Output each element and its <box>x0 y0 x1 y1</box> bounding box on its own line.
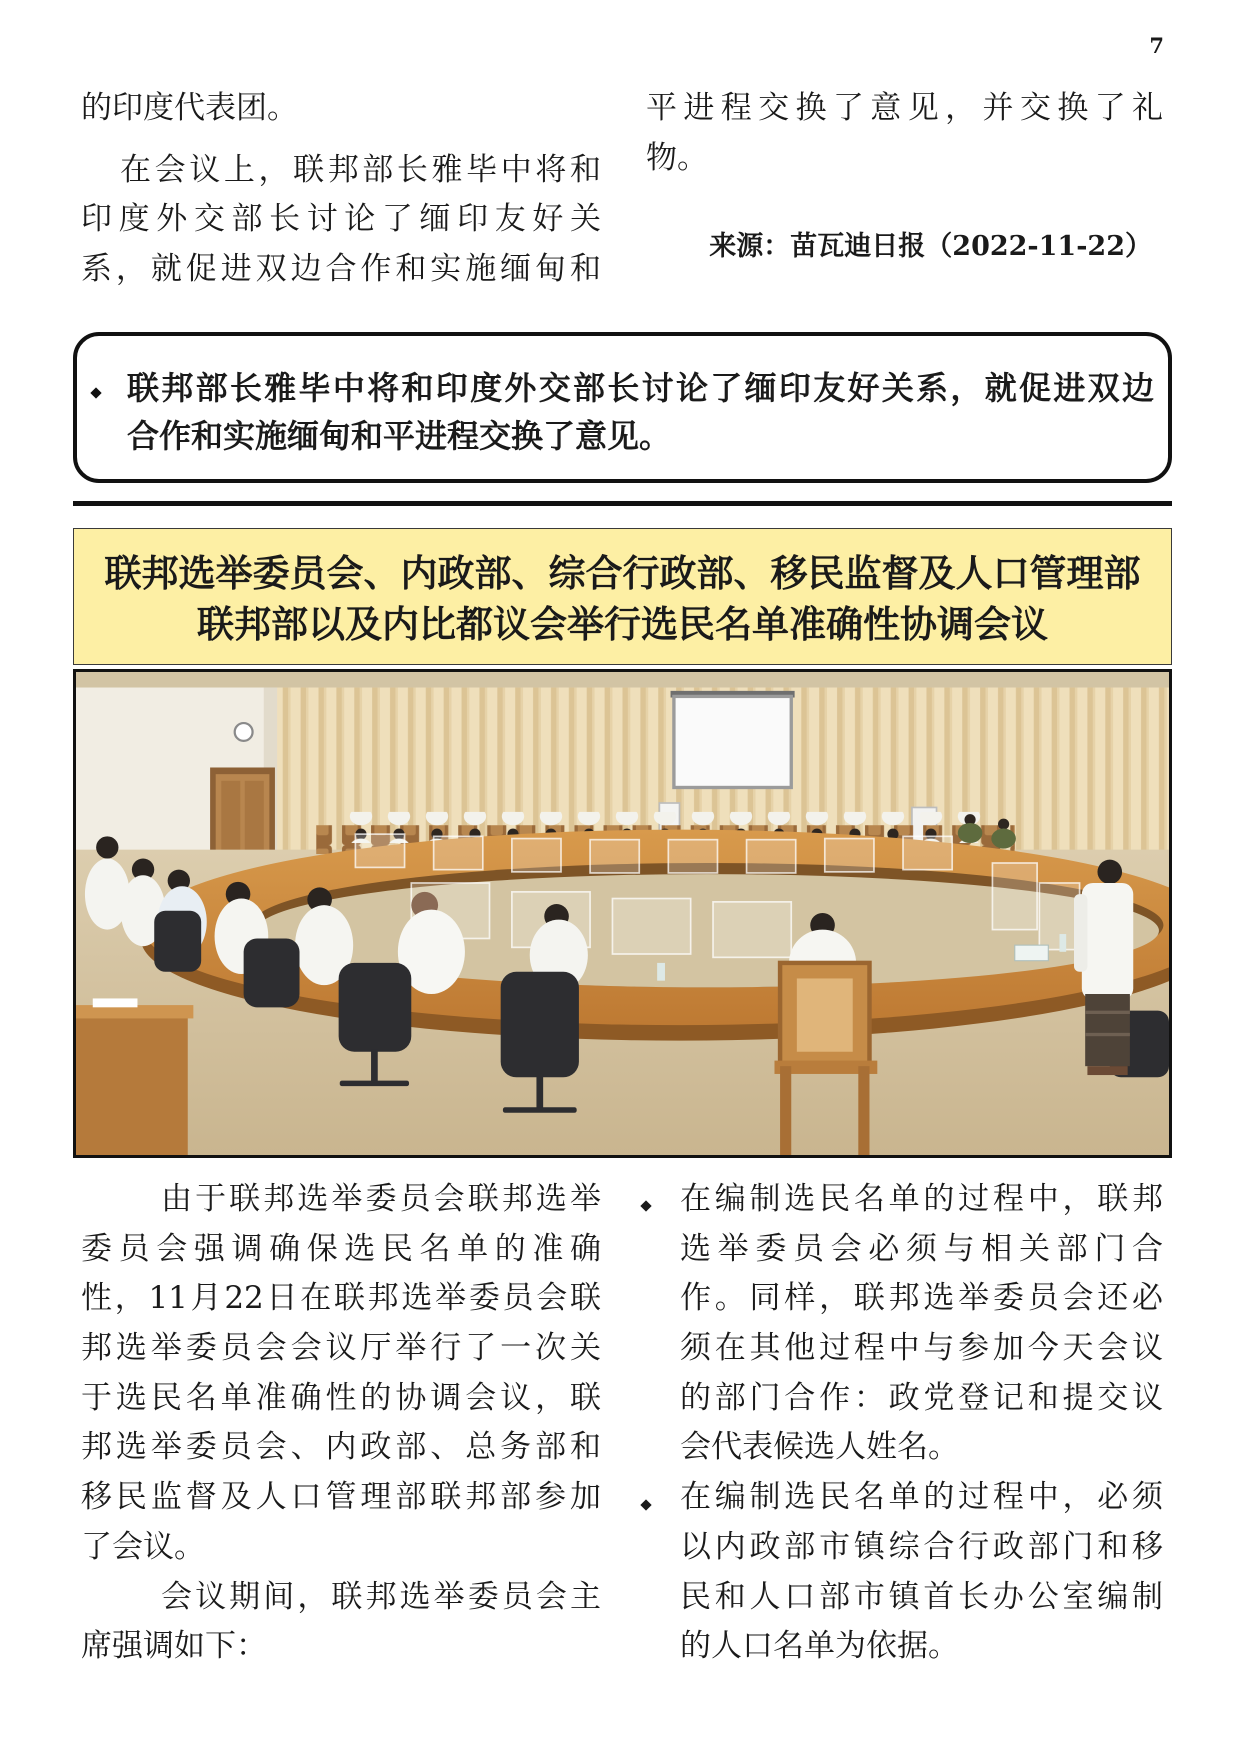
text-line: 会议期间，联邦选举委员会主 <box>161 1578 601 1615</box>
text-line: 须在其他过程中与参加今天会议 <box>680 1330 1163 1367</box>
text-line: 邦选举委员会、内政部、总务部和 <box>81 1429 601 1466</box>
article-left-column <box>81 1175 601 1672</box>
text-line: 由于联邦选举委员会联邦选举 <box>161 1181 601 1217</box>
article-title-box <box>73 528 1172 665</box>
paragraph <box>81 1175 601 1573</box>
text-line: 席强调如下： <box>81 1628 267 1665</box>
text-line: 以内政部市镇综合行政部门和移 <box>680 1528 1163 1565</box>
text-line: 印度外交部长讨论了缅印友好关 <box>81 201 601 238</box>
meeting-room-illustration <box>76 672 1169 1155</box>
paragraph <box>81 146 601 295</box>
text-line: 的印度代表团。 <box>81 90 298 126</box>
meeting-photo <box>73 669 1172 1158</box>
highlight-line: 合作和实施缅甸和平进程交换了意见。 <box>127 417 672 455</box>
bullet-item <box>680 1473 1163 1672</box>
text-line: 于选民名单准确性的协调会议，联 <box>81 1379 601 1416</box>
text-line: 的人口名单为依据。 <box>680 1628 959 1665</box>
text-line: 的部门合作：政党登记和提交议 <box>680 1379 1163 1416</box>
top-left-column <box>81 84 601 295</box>
page-number: 7 <box>1149 33 1164 58</box>
text-line: 系，就促进双边合作和实施缅甸和 <box>81 251 601 288</box>
diamond-bullet-icon <box>640 1200 651 1211</box>
text-line: 平进程交换了意见，并交换了礼 <box>646 90 1163 126</box>
diamond-bullet-icon <box>640 1499 651 1510</box>
source-citation: 来源：苗瓦迪日报（2022-11-22） <box>709 231 1152 262</box>
wall-clock-icon <box>235 723 253 741</box>
text-line: 在会议上，联邦部长雅毕中将和 <box>120 151 601 188</box>
corner-desk <box>76 998 193 1155</box>
text-line: 物。 <box>646 139 708 176</box>
text-line: 性，11月22日在联邦选举委员会联 <box>81 1280 601 1317</box>
projector-screen <box>671 691 795 788</box>
diamond-bullet-icon <box>90 387 101 398</box>
highlight-box <box>73 332 1172 483</box>
text-line: 移民监督及人口管理部联邦部参加 <box>81 1479 601 1516</box>
text-line: 会代表候选人姓名。 <box>680 1429 959 1466</box>
text-line: 邦选举委员会会议厅举行了一次关 <box>81 1330 601 1367</box>
top-right-column <box>646 84 1163 183</box>
text-line: 委员会强调确保选民名单的准确 <box>81 1230 601 1267</box>
text-line: 了会议。 <box>81 1528 205 1565</box>
text-line: 民和人口部市镇首长办公室编制 <box>680 1578 1163 1615</box>
text-line: 选举委员会必须与相关部门合 <box>680 1230 1163 1267</box>
text-line: 在编制选民名单的过程中，必须 <box>680 1479 1163 1516</box>
article-title-line: 联邦选举委员会、内政部、综合行政部、移民监督及人口管理部 <box>104 551 1141 595</box>
highlight-text <box>127 364 1154 460</box>
text-line: 在编制选民名单的过程中，联邦 <box>680 1181 1163 1217</box>
paragraph <box>81 1573 601 1672</box>
text-line: 作。同样，联邦选举委员会还必 <box>680 1280 1163 1317</box>
section-divider <box>73 501 1172 506</box>
article-right-column <box>680 1175 1163 1672</box>
bullet-item <box>680 1175 1163 1473</box>
highlight-line: 联邦部长雅毕中将和印度外交部长讨论了缅印友好关系，就促进双边 <box>127 369 1154 407</box>
article-title-line: 联邦部以及内比都议会举行选民名单准确性协调会议 <box>197 602 1048 646</box>
